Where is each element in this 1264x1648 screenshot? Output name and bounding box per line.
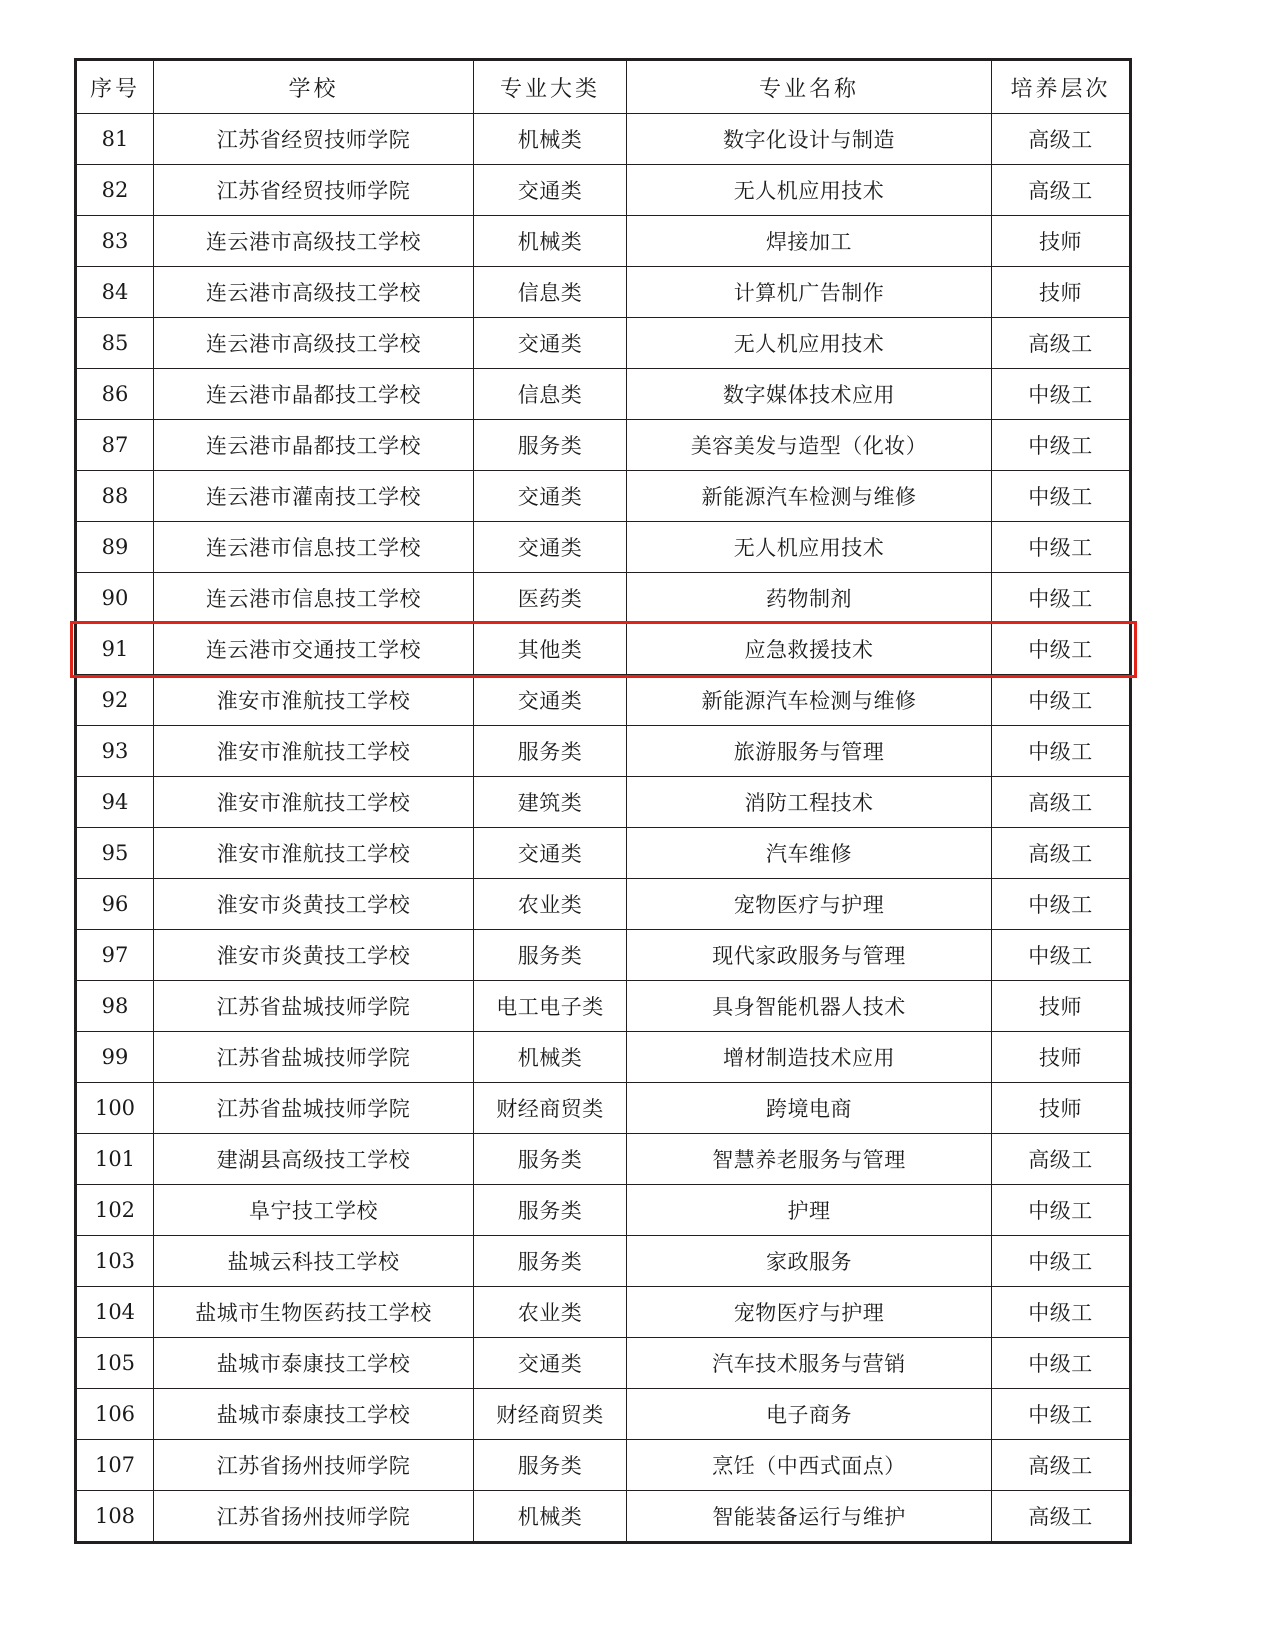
majors-table: [74, 58, 1132, 1544]
table-row: [76, 522, 1131, 573]
table-row: [76, 981, 1131, 1032]
cell-category: 其他类: [474, 624, 627, 675]
cell-category: 交通类: [474, 318, 627, 369]
column-header-school: 学校: [154, 60, 474, 114]
cell-level: 技师: [992, 1083, 1131, 1134]
cell-school: 盐城市泰康技工学校: [154, 1338, 474, 1389]
table-row: [76, 828, 1131, 879]
table-row: [76, 165, 1131, 216]
cell-index: 81: [76, 114, 154, 165]
table-row: [76, 726, 1131, 777]
cell-major: 具身智能机器人技术: [627, 981, 992, 1032]
cell-level: 高级工: [992, 1134, 1131, 1185]
cell-major: 新能源汽车检测与维修: [627, 471, 992, 522]
cell-school: 江苏省盐城技师学院: [154, 1032, 474, 1083]
cell-school: 连云港市晶都技工学校: [154, 420, 474, 471]
cell-category: 信息类: [474, 267, 627, 318]
cell-school: 淮安市炎黄技工学校: [154, 879, 474, 930]
cell-major: 数字媒体技术应用: [627, 369, 992, 420]
cell-major: 无人机应用技术: [627, 318, 992, 369]
cell-major: 汽车技术服务与营销: [627, 1338, 992, 1389]
table-row: [76, 777, 1131, 828]
cell-major: 新能源汽车检测与维修: [627, 675, 992, 726]
cell-index: 90: [76, 573, 154, 624]
cell-index: 86: [76, 369, 154, 420]
cell-index: 97: [76, 930, 154, 981]
cell-major: 现代家政服务与管理: [627, 930, 992, 981]
cell-level: 中级工: [992, 522, 1131, 573]
cell-level: 中级工: [992, 471, 1131, 522]
cell-school: 淮安市炎黄技工学校: [154, 930, 474, 981]
cell-school: 江苏省盐城技师学院: [154, 981, 474, 1032]
cell-category: 机械类: [474, 114, 627, 165]
cell-level: 技师: [992, 267, 1131, 318]
column-header-level: 培养层次: [992, 60, 1131, 114]
cell-major: 药物制剂: [627, 573, 992, 624]
cell-school: 连云港市晶都技工学校: [154, 369, 474, 420]
table-row: [76, 471, 1131, 522]
cell-level: 中级工: [992, 369, 1131, 420]
cell-category: 交通类: [474, 165, 627, 216]
cell-level: 高级工: [992, 318, 1131, 369]
table-body: [76, 114, 1131, 1543]
table-container: [74, 58, 1129, 1544]
cell-school: 盐城市泰康技工学校: [154, 1389, 474, 1440]
cell-category: 交通类: [474, 471, 627, 522]
table-row: [76, 1338, 1131, 1389]
cell-index: 108: [76, 1491, 154, 1543]
cell-school: 连云港市信息技工学校: [154, 522, 474, 573]
table-row: [76, 267, 1131, 318]
cell-category: 农业类: [474, 879, 627, 930]
cell-level: 技师: [992, 216, 1131, 267]
cell-school: 淮安市淮航技工学校: [154, 675, 474, 726]
cell-index: 92: [76, 675, 154, 726]
cell-school: 建湖县高级技工学校: [154, 1134, 474, 1185]
cell-school: 连云港市灌南技工学校: [154, 471, 474, 522]
cell-major: 美容美发与造型（化妆）: [627, 420, 992, 471]
cell-major: 计算机广告制作: [627, 267, 992, 318]
cell-category: 服务类: [474, 1236, 627, 1287]
table-row: [76, 573, 1131, 624]
cell-level: 中级工: [992, 675, 1131, 726]
cell-major: 宠物医疗与护理: [627, 1287, 992, 1338]
cell-level: 高级工: [992, 828, 1131, 879]
cell-category: 机械类: [474, 216, 627, 267]
table-row: [76, 879, 1131, 930]
table-row: [76, 1389, 1131, 1440]
cell-category: 医药类: [474, 573, 627, 624]
cell-major: 智能装备运行与维护: [627, 1491, 992, 1543]
cell-school: 阜宁技工学校: [154, 1185, 474, 1236]
cell-index: 105: [76, 1338, 154, 1389]
cell-school: 盐城云科技工学校: [154, 1236, 474, 1287]
cell-index: 103: [76, 1236, 154, 1287]
table-header-row: [76, 60, 1131, 114]
cell-index: 95: [76, 828, 154, 879]
cell-school: 连云港市高级技工学校: [154, 318, 474, 369]
table-row: [76, 1185, 1131, 1236]
cell-major: 护理: [627, 1185, 992, 1236]
cell-level: 中级工: [992, 1389, 1131, 1440]
cell-major: 跨境电商: [627, 1083, 992, 1134]
cell-major: 数字化设计与制造: [627, 114, 992, 165]
cell-index: 91: [76, 624, 154, 675]
cell-index: 94: [76, 777, 154, 828]
cell-index: 83: [76, 216, 154, 267]
cell-category: 服务类: [474, 726, 627, 777]
cell-category: 农业类: [474, 1287, 627, 1338]
table-row: [76, 420, 1131, 471]
cell-category: 服务类: [474, 1185, 627, 1236]
table-row: [76, 1440, 1131, 1491]
cell-level: 高级工: [992, 1491, 1131, 1543]
cell-index: 89: [76, 522, 154, 573]
table-row: [76, 1287, 1131, 1338]
cell-school: 淮安市淮航技工学校: [154, 777, 474, 828]
cell-school: 江苏省扬州技师学院: [154, 1491, 474, 1543]
cell-level: 中级工: [992, 1185, 1131, 1236]
cell-category: 信息类: [474, 369, 627, 420]
cell-level: 中级工: [992, 573, 1131, 624]
cell-school: 淮安市淮航技工学校: [154, 726, 474, 777]
cell-index: 88: [76, 471, 154, 522]
table-row: [76, 114, 1131, 165]
cell-index: 93: [76, 726, 154, 777]
cell-major: 电子商务: [627, 1389, 992, 1440]
cell-school: 江苏省经贸技师学院: [154, 114, 474, 165]
table-row: [76, 624, 1131, 675]
cell-major: 宠物医疗与护理: [627, 879, 992, 930]
table-head: [76, 60, 1131, 114]
table-row: [76, 675, 1131, 726]
cell-index: 98: [76, 981, 154, 1032]
cell-category: 建筑类: [474, 777, 627, 828]
cell-school: 淮安市淮航技工学校: [154, 828, 474, 879]
cell-major: 旅游服务与管理: [627, 726, 992, 777]
cell-index: 84: [76, 267, 154, 318]
cell-category: 机械类: [474, 1491, 627, 1543]
cell-category: 交通类: [474, 675, 627, 726]
column-header-major: 专业名称: [627, 60, 992, 114]
cell-school: 江苏省扬州技师学院: [154, 1440, 474, 1491]
cell-level: 中级工: [992, 624, 1131, 675]
cell-category: 交通类: [474, 828, 627, 879]
cell-level: 中级工: [992, 1236, 1131, 1287]
table-row: [76, 1032, 1131, 1083]
table-row: [76, 1083, 1131, 1134]
cell-school: 连云港市交通技工学校: [154, 624, 474, 675]
cell-index: 104: [76, 1287, 154, 1338]
cell-major: 增材制造技术应用: [627, 1032, 992, 1083]
cell-category: 服务类: [474, 1440, 627, 1491]
cell-index: 100: [76, 1083, 154, 1134]
cell-level: 高级工: [992, 777, 1131, 828]
cell-category: 服务类: [474, 930, 627, 981]
cell-level: 中级工: [992, 879, 1131, 930]
cell-level: 中级工: [992, 1338, 1131, 1389]
table-row: [76, 1491, 1131, 1543]
cell-index: 87: [76, 420, 154, 471]
cell-index: 106: [76, 1389, 154, 1440]
cell-level: 技师: [992, 981, 1131, 1032]
cell-category: 交通类: [474, 1338, 627, 1389]
cell-major: 焊接加工: [627, 216, 992, 267]
cell-level: 中级工: [992, 420, 1131, 471]
cell-level: 技师: [992, 1032, 1131, 1083]
cell-major: 智慧养老服务与管理: [627, 1134, 992, 1185]
table-row: [76, 1236, 1131, 1287]
cell-index: 102: [76, 1185, 154, 1236]
cell-index: 99: [76, 1032, 154, 1083]
table-row: [76, 216, 1131, 267]
table-row: [76, 318, 1131, 369]
cell-level: 中级工: [992, 726, 1131, 777]
table-row: [76, 1134, 1131, 1185]
cell-level: 高级工: [992, 114, 1131, 165]
cell-level: 中级工: [992, 930, 1131, 981]
cell-major: 无人机应用技术: [627, 165, 992, 216]
table-row: [76, 930, 1131, 981]
cell-major: 无人机应用技术: [627, 522, 992, 573]
cell-major: 应急救援技术: [627, 624, 992, 675]
cell-index: 82: [76, 165, 154, 216]
cell-school: 连云港市高级技工学校: [154, 216, 474, 267]
cell-school: 连云港市信息技工学校: [154, 573, 474, 624]
cell-school: 江苏省经贸技师学院: [154, 165, 474, 216]
cell-category: 电工电子类: [474, 981, 627, 1032]
cell-level: 中级工: [992, 1287, 1131, 1338]
cell-category: 交通类: [474, 522, 627, 573]
column-header-category: 专业大类: [474, 60, 627, 114]
cell-level: 高级工: [992, 165, 1131, 216]
cell-school: 盐城市生物医药技工学校: [154, 1287, 474, 1338]
cell-major: 消防工程技术: [627, 777, 992, 828]
cell-category: 财经商贸类: [474, 1389, 627, 1440]
cell-category: 服务类: [474, 420, 627, 471]
cell-index: 101: [76, 1134, 154, 1185]
cell-major: 家政服务: [627, 1236, 992, 1287]
cell-category: 机械类: [474, 1032, 627, 1083]
cell-school: 江苏省盐城技师学院: [154, 1083, 474, 1134]
cell-school: 连云港市高级技工学校: [154, 267, 474, 318]
table-row: [76, 369, 1131, 420]
cell-category: 服务类: [474, 1134, 627, 1185]
cell-major: 烹饪（中西式面点）: [627, 1440, 992, 1491]
cell-level: 高级工: [992, 1440, 1131, 1491]
cell-index: 85: [76, 318, 154, 369]
cell-category: 财经商贸类: [474, 1083, 627, 1134]
cell-major: 汽车维修: [627, 828, 992, 879]
cell-index: 96: [76, 879, 154, 930]
cell-index: 107: [76, 1440, 154, 1491]
column-header-index: 序号: [76, 60, 154, 114]
